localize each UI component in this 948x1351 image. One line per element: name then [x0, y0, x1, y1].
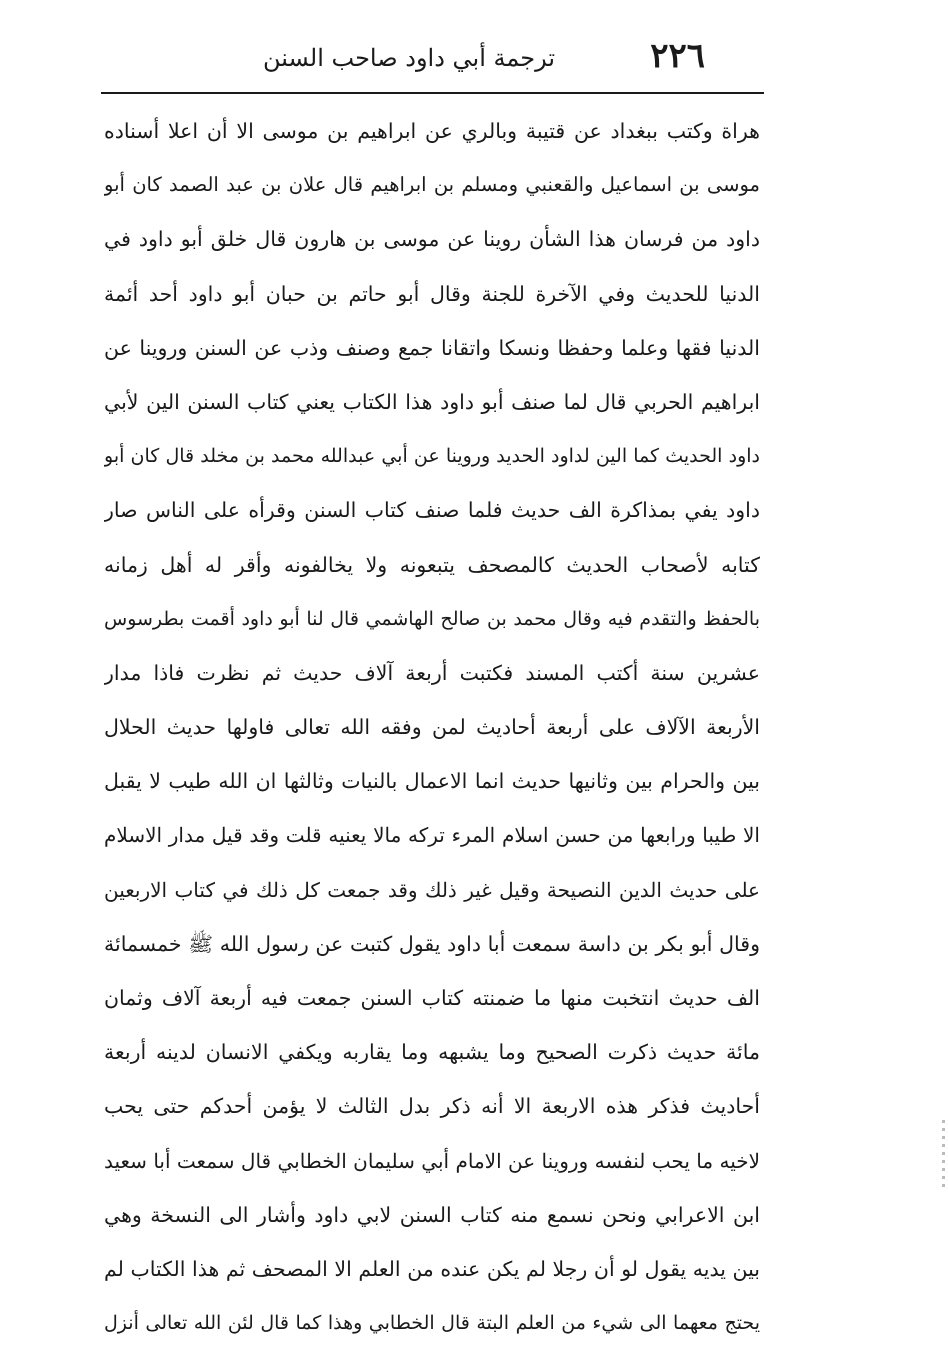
text-line: الا طيبا ورابعها من حسن اسلام المرء تركه مالا يعنيه قلت وقد قيل مدار الاسلام — [104, 823, 760, 848]
text-line: وقال أبو بكر بن داسة سمعت أبا داود يقول كتبت عن رسول الله ﷺ خمسمائة — [104, 931, 760, 956]
text-line: أحاديث فذكر هذه الاربعة الا أنه ذكر بدل الثالث لا يؤمن أحدكم حتى يحب — [104, 1094, 760, 1119]
text-line: لاخيه ما يحب لنفسه وروينا عن الامام أبي سليمان الخطابي قال سمعت أبا سعيد — [104, 1148, 760, 1173]
running-head: ترجمة أبي داود صاحب السنن — [263, 44, 555, 72]
text-line: كتابه لأصحاب الحديث كالمصحف يتبعونه ولا يخالفونه وأقر له أهل زمانه — [104, 552, 760, 577]
text-line: بين والحرام بين وثانيها حديث انما الاعمال بالنيات وثالثها ان الله طيب لا يقبل — [104, 769, 760, 794]
page-header — [100, 34, 765, 84]
page-number: ٢٢٦ — [650, 36, 705, 76]
body-text — [104, 104, 760, 1350]
text-line: على حديث الدين النصيحة وقيل غير ذلك وقد جمعت كل ذلك في كتاب الاربعين — [104, 877, 760, 902]
text-line: داود الحديث كما الين لداود الحديد وروينا عن أبي عبدالله محمد بن مخلد قال كان أبو — [104, 445, 760, 468]
text-line: داود يفي بمذاكرة الف حديث فلما صنف كتاب السنن وقرأه على الناس صار — [104, 498, 760, 523]
text-line: ابراهيم الحربي قال لما صنف أبو داود هذا الكتاب يعني كتاب السنن الين لأبي — [104, 389, 760, 414]
text-line: عشرين سنة أكتب المسند فكتبت أربعة آلاف حديث ثم نظرت فاذا مدار — [104, 660, 760, 685]
text-line: الدنيا للحديث وفي الآخرة للجنة وقال أبو حاتم بن حبان أبو داود أحد أئمة — [104, 281, 760, 306]
text-line: بالحفظ والتقدم فيه وقال محمد بن صالح الهاشمي قال لنا أبو داود أقمت بطرسوس — [104, 607, 760, 630]
text-line: داود من فرسان هذا الشأن روينا عن موسى بن هارون قال خلق أبو داود في — [104, 227, 760, 252]
text-line: مائة حديث ذكرت الصحيح وما يشبهه وما يقاربه ويكفي الانسان لدينه أربعة — [104, 1040, 760, 1065]
text-line: بين يديه يقول لو أن رجلا لم يكن عنده من العلم الا المصحف ثم هذا الكتاب لم — [104, 1256, 760, 1281]
text-line: الأربعة الآلاف على أربعة أحاديث لمن وفقه الله تعالى فاولها حديث الحلال — [104, 715, 760, 740]
header-rule — [101, 92, 764, 94]
text-line: الف حديث انتخبت منها ما ضمنته كتاب السنن جمعت فيه أربعة آلاف وثمان — [104, 986, 760, 1010]
text-line: موسى بن اسماعيل والقعنبي ومسلم بن ابراهيم قال علان بن عبد الصمد كان أبو — [104, 173, 760, 197]
scan-margin-mark — [942, 1120, 945, 1190]
text-line: ابن الاعرابي ونحن نسمع منه كتاب السنن لابي داود وأشار الى النسخة وهي — [104, 1202, 760, 1227]
text-line: هراة وكتب ببغداد عن قتيبة وبالري عن ابراهيم بن موسى الا أن اعلا أسناده — [104, 119, 760, 143]
text-line: الدنيا فقها وعلما وحفظا ونسكا واتقانا جمع وصنف وذب عن السنن وروينا عن — [104, 335, 760, 360]
text-line: يحتج معهما الى شيء من العلم البتة قال الخطابي وهذا كما قال لئن الله تعالى أنزل — [104, 1312, 760, 1335]
